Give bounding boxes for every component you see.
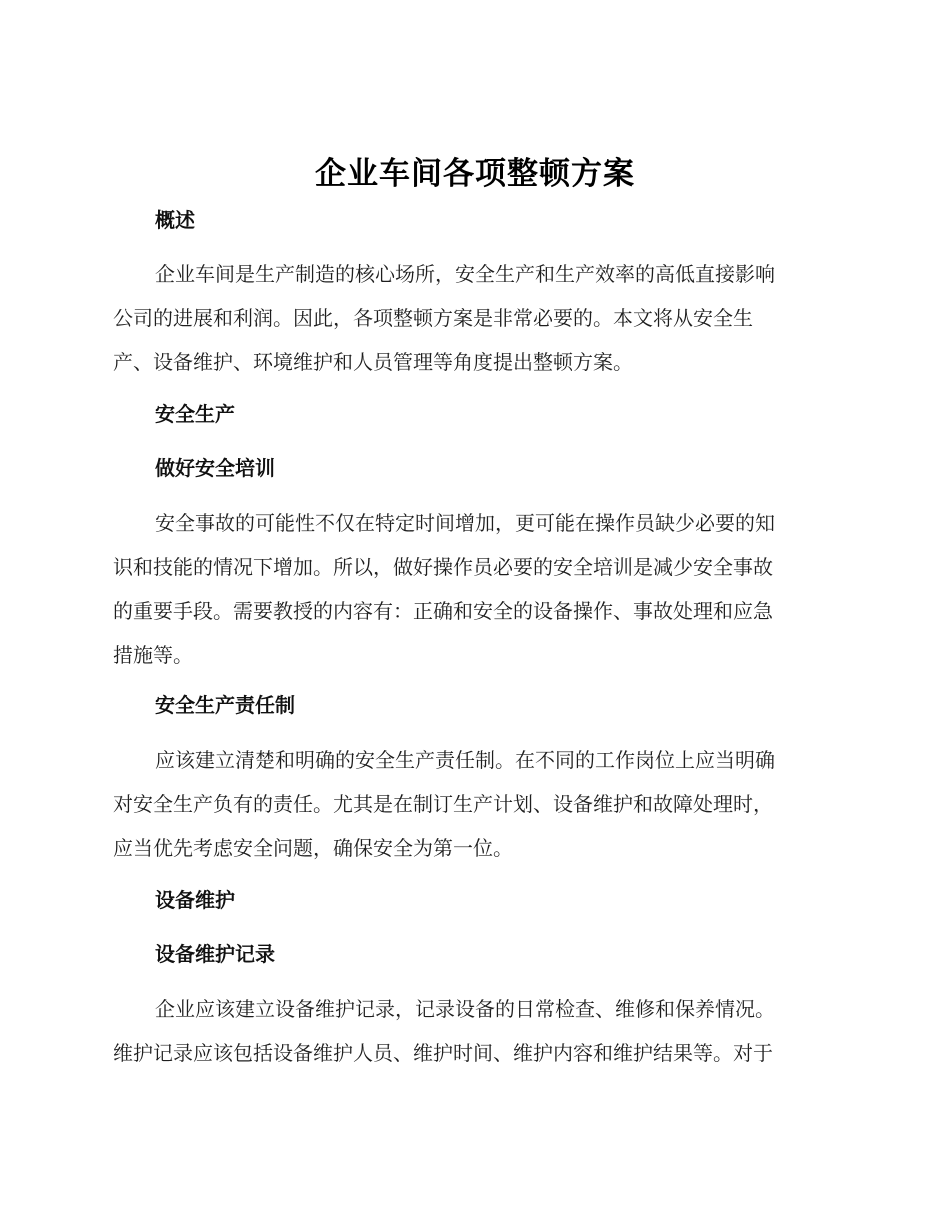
- paragraph-line: 对安全生产负有的责任。尤其是在制订生产计划、设备维护和故障处理时，: [113, 792, 773, 816]
- subsection-heading-training: 做好安全培训: [155, 456, 275, 480]
- paragraph-line: 应当优先考虑安全问题，确保安全为第一位。: [113, 836, 513, 860]
- paragraph-line: 的重要手段。需要教授的内容有：正确和安全的设备操作、事故处理和应急: [113, 599, 773, 623]
- paragraph-line: 产、设备维护、环境维护和人员管理等角度提出整顿方案。: [113, 350, 633, 374]
- paragraph-line: 应该建立清楚和明确的安全生产责任制。在不同的工作岗位上应当明确: [155, 748, 775, 772]
- document-title: 企业车间各项整顿方案: [315, 156, 635, 192]
- section-heading-equipment: 设备维护: [155, 888, 235, 912]
- paragraph-training: [113, 508, 833, 684]
- paragraph-line: 公司的进展和利润。因此，各项整顿方案是非常必要的。本文将从安全生: [113, 306, 753, 330]
- subsection-heading-records: 设备维护记录: [155, 942, 275, 966]
- section-heading-overview: 概述: [155, 208, 195, 232]
- section-heading-safety: 安全生产: [155, 402, 235, 426]
- paragraph-line: 维护记录应该包括设备维护人员、维护时间、维护内容和维护结果等。对于: [113, 1041, 773, 1065]
- subsection-heading-responsibility: 安全生产责任制: [155, 693, 295, 717]
- paragraph-line: 安全事故的可能性不仅在特定时间增加，更可能在操作员缺少必要的知: [155, 511, 775, 535]
- paragraph-responsibility: [113, 745, 833, 877]
- paragraph-records: [113, 994, 833, 1082]
- paragraph-line: 措施等。: [113, 643, 193, 667]
- paragraph-line: 企业车间是生产制造的核心场所，安全生产和生产效率的高低直接影响: [155, 262, 775, 286]
- paragraph-line: 识和技能的情况下增加。所以，做好操作员必要的安全培训是减少安全事故: [113, 555, 773, 579]
- paragraph-line: 企业应该建立设备维护记录，记录设备的日常检查、维修和保养情况。: [155, 997, 775, 1021]
- paragraph-overview: [113, 259, 833, 391]
